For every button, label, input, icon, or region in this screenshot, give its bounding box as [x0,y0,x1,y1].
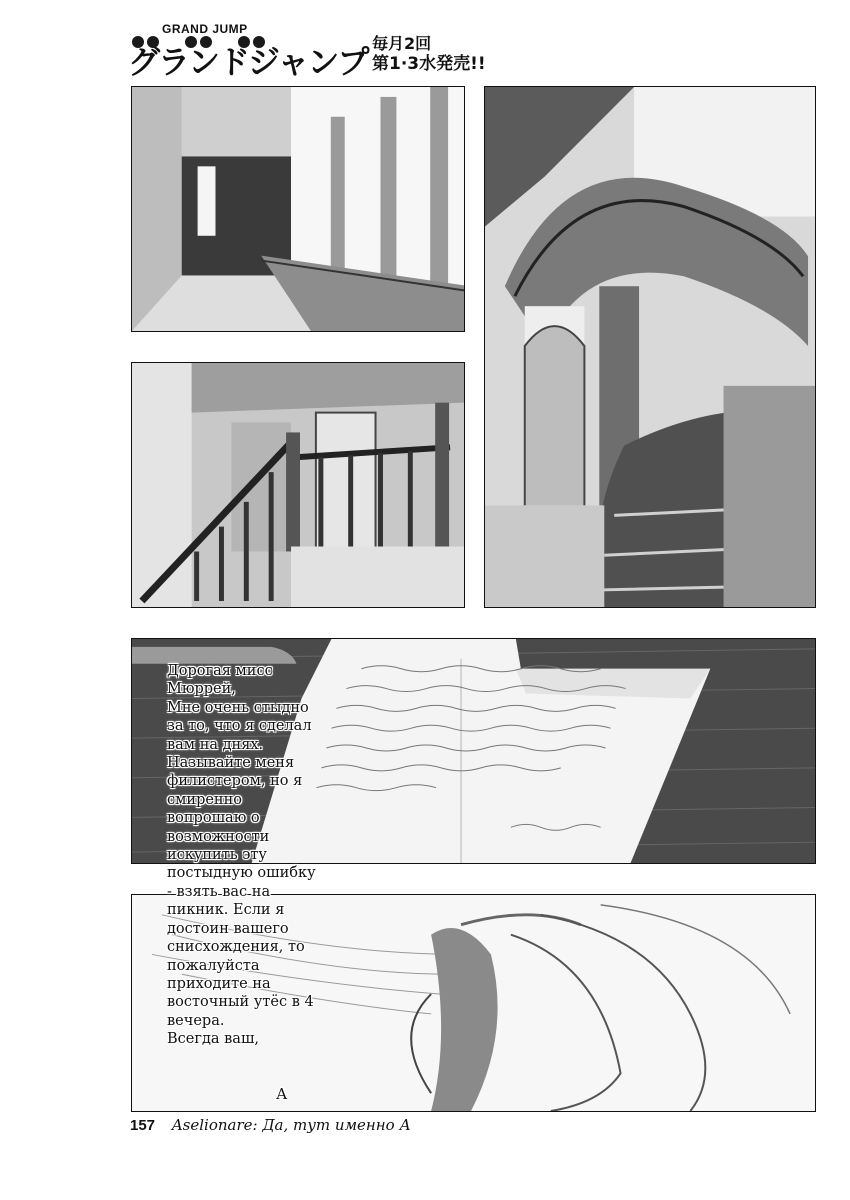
letter-signature: А [276,1085,288,1103]
logo-japanese: グランドジャンプ [128,43,368,81]
page-number: 157 [130,1117,156,1134]
panel-spiral-staircase [484,86,816,608]
letter-translation: Дорогая мисс Мюррей, Мне очень стыдно за то, что я сделал вам на днях. Называйте меня филистером, но я смиренно вопрошаю о возможности искупить эту постыдную ошибку - взять вас на пикник. Если я достоин вашего снисхождения, то пожалуйста приходите на восточный утёс в 4 вечера. Всегда ваш, [167,663,316,1048]
page-footer [130,1116,411,1134]
panel-banister [131,362,465,608]
magazine-logo [128,22,388,82]
translator-credit: Aselionare: Да, тут именно А [171,1116,411,1134]
issue-line-2: 第1·3水発売!! [372,54,486,74]
logo-english: GRAND JUMP [162,22,248,36]
issue-schedule [372,34,486,74]
panel-corridor [131,86,465,332]
issue-line-1: 毎月2回 [372,34,432,53]
